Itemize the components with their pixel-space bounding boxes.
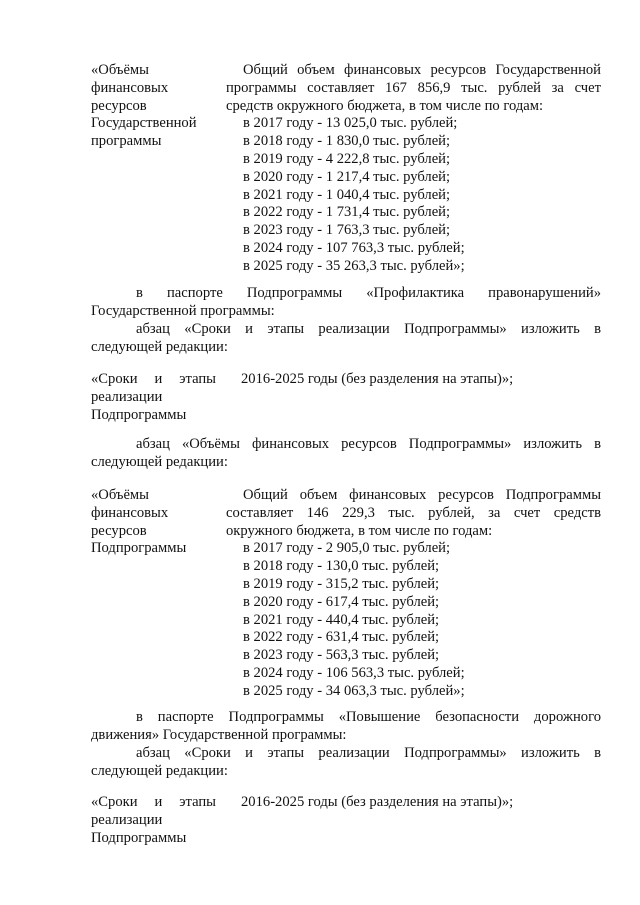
state-program-finance-value: Общий объем финансовых ресурсов Государственной программы составляет 167 856,9 тыс. рублей за счет средств окружного бюджета, в том числе по годам: в 2017 году - 13 025,0 тыс. рублей; в 2018 году - 1 830,0 тыс. рублей; в 2019 году - 4 222,8 тыс. рублей; в 2020 году - 1 217,4 тыс. рублей; в 2021 году - 1 040,4 тыс. рублей; в 2022 году - 1 731,4 тыс. рублей; в 2023 году - 1 763,3 тыс. рублей; в 2024 году - 107 763,3 тыс. рублей; в 2025 году - 35 263,3 тыс. рублей»; — [226, 62, 601, 274]
state-program-finance-label: «Объёмы финансовых ресурсов Государственной программы — [91, 62, 197, 150]
year-line: в 2018 году - 130,0 тыс. рублей; — [243, 558, 440, 575]
year-line: в 2021 году - 440,4 тыс. рублей; — [243, 611, 440, 628]
paragraph-road-safety: в паспорте Подпрограммы «Повышение безопасности дорожного движения» Государственной программы: — [91, 709, 601, 743]
paragraph-finance-edit: абзац «Объёмы финансовых ресурсов Подпрограммы» изложить в следующей редакции: — [91, 436, 601, 470]
terms-stages-label: «Сроки и этапы реализации Подпрограммы — [91, 794, 216, 846]
year-line: в 2021 году - 1 040,4 тыс. рублей; — [243, 186, 451, 203]
year-line: в 2024 году - 107 763,3 тыс. рублей; — [243, 239, 465, 256]
year-line: в 2019 году - 4 222,8 тыс. рублей; — [243, 150, 451, 167]
year-line: в 2020 году - 617,4 тыс. рублей; — [243, 593, 440, 610]
year-line: в 2020 году - 1 217,4 тыс. рублей; — [243, 168, 451, 185]
terms-stages-value: 2016-2025 годы (без разделения на этапы)»; — [241, 794, 514, 810]
year-line: в 2017 году - 13 025,0 тыс. рублей; — [243, 115, 458, 132]
year-line: в 2023 году - 563,3 тыс. рублей; — [243, 647, 440, 664]
terms-stages-label: «Сроки и этапы реализации Подпрограммы — [91, 371, 216, 423]
year-line: в 2024 году - 106 563,3 тыс. рублей; — [243, 664, 465, 681]
paragraph-crime-prevention: в паспорте Подпрограммы «Профилактика правонарушений» Государственной программы: — [91, 285, 601, 319]
subprogram-finance-label: «Объёмы финансовых ресурсов Подпрограммы — [91, 487, 187, 557]
year-line: в 2025 году - 35 263,3 тыс. рублей»; — [243, 257, 465, 274]
year-line: в 2022 году - 1 731,4 тыс. рублей; — [243, 204, 451, 221]
subprogram-finance-block — [91, 487, 601, 701]
paragraph-terms-edit-1: абзац «Сроки и этапы реализации Подпрограммы» изложить в следующей редакции: — [91, 321, 601, 355]
year-line: в 2018 году - 1 830,0 тыс. рублей; — [243, 133, 451, 150]
state-program-finance-block — [91, 62, 601, 276]
year-line: в 2023 году - 1 763,3 тыс. рублей; — [243, 222, 451, 239]
year-line: в 2022 году - 631,4 тыс. рублей; — [243, 629, 440, 646]
paragraph-terms-edit-2: абзац «Сроки и этапы реализации Подпрограммы» изложить в следующей редакции: — [91, 745, 601, 779]
year-line: в 2019 году - 315,2 тыс. рублей; — [243, 575, 440, 592]
terms-stages-block-1 — [91, 371, 601, 424]
year-line: в 2017 году - 2 905,0 тыс. рублей; — [243, 540, 451, 557]
year-line: в 2025 году - 34 063,3 тыс. рублей»; — [243, 682, 465, 699]
terms-stages-value: 2016-2025 годы (без разделения на этапы)»; — [241, 371, 514, 387]
terms-stages-block-2 — [91, 794, 601, 847]
subprogram-finance-value: Общий объем финансовых ресурсов Подпрограммы составляет 146 229,3 тыс. рублей, за счет средств окружного бюджета, в том числе по годам: в 2017 году - 2 905,0 тыс. рублей; в 2018 году - 130,0 тыс. рублей; в 2019 году - 315,2 тыс. рублей; в 2020 году - 617,4 тыс. рублей; в 2021 году - 440,4 тыс. рублей; в 2022 году - 631,4 тыс. рублей; в 2023 году - 563,3 тыс. рублей; в 2024 году - 106 563,3 тыс. рублей; в 2025 году - 34 063,3 тыс. рублей»; — [226, 487, 601, 699]
